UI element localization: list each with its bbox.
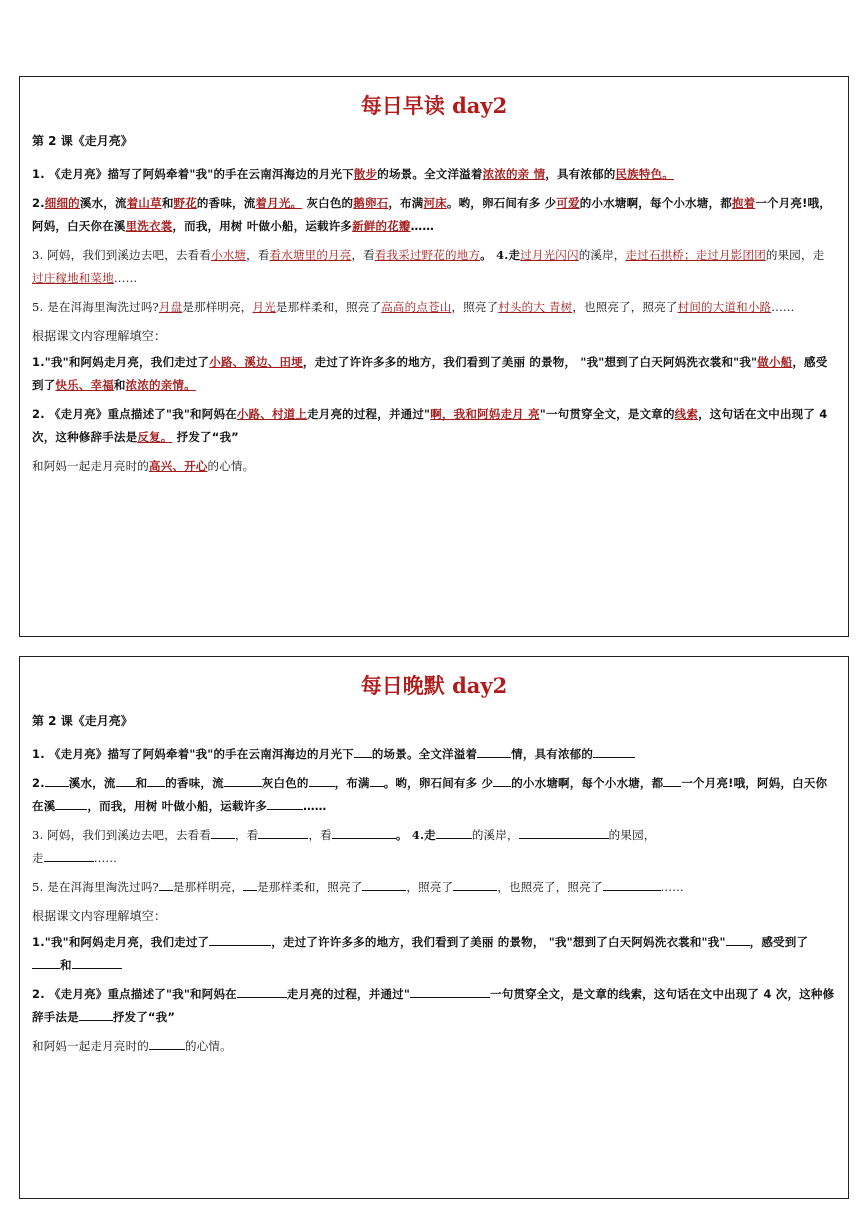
answer: 抱着 xyxy=(731,196,756,210)
answer: 高兴、开心 xyxy=(149,459,208,473)
answer: 做小船 xyxy=(757,355,793,369)
blank-line[interactable] xyxy=(410,984,490,998)
answer: 走过石拱桥；走过月影团团 xyxy=(625,248,766,262)
answer: 月盘 xyxy=(158,300,183,314)
evening-paragraph-1: 1. 《走月亮》描写了阿妈牵着"我"的手在云南洱海边的月光下 的场景。全文洋溢着 情，具有浓郁的 xyxy=(32,743,836,766)
blank-line[interactable] xyxy=(211,825,235,839)
answer: 村头的大 青树 xyxy=(498,300,573,314)
morning-paragraph-2: 2.细细的溪水，流着山草和野花的香味，流着月光。 灰白色的鹅卵石，布满河床。哟，卵石间有多 少可爱的小水塘啊，每个小水塘，都抱着一个月亮!哦，阿妈，白天你在溪里洗衣裳，而我，用树 叶做小船，运载许多新鲜的花瓣…… xyxy=(32,196,831,233)
blank-line[interactable] xyxy=(309,773,335,787)
blank-line[interactable] xyxy=(519,825,609,839)
blank-line[interactable] xyxy=(44,848,94,862)
answer: 啊，我和阿妈走月 亮 xyxy=(430,407,540,421)
answer: 鹅卵石 xyxy=(353,196,389,210)
answer: 里洗衣裳 xyxy=(125,219,173,233)
blank-line[interactable] xyxy=(362,877,406,891)
blank-line[interactable] xyxy=(267,796,303,810)
answer: 村间的大道和小路 xyxy=(677,300,772,314)
answer: 浓浓的亲情。 xyxy=(125,378,196,392)
blank-line[interactable] xyxy=(45,773,69,787)
evening-dictation-card xyxy=(19,656,849,1199)
morning-title: 每日早读 day2 xyxy=(360,93,508,118)
answer: 小路、溪边、田埂 xyxy=(209,355,303,369)
morning-reading-card xyxy=(19,76,849,637)
morning-section-heading: 根据课文内容理解填空： xyxy=(32,329,167,343)
blank-line[interactable] xyxy=(72,955,122,969)
answer: 快乐、幸福 xyxy=(55,378,114,392)
evening-lesson: 第 2 课《走月亮》 xyxy=(32,714,133,728)
blank-line[interactable] xyxy=(32,955,60,969)
blank-line[interactable] xyxy=(237,984,287,998)
blank-line[interactable] xyxy=(159,877,173,891)
answer: 散步 xyxy=(353,167,378,181)
answer: 高高的点苍山 xyxy=(381,300,452,314)
answer: 月光 xyxy=(252,300,276,314)
evening-question-3: 和阿妈一起走月亮时的 的心情。 xyxy=(32,1035,836,1058)
answer: 线索 xyxy=(674,407,699,421)
evening-title: 每日晚默 day2 xyxy=(360,673,508,698)
answer: 着山草 xyxy=(126,196,162,210)
blank-line[interactable] xyxy=(243,877,257,891)
answer: 看水塘里的月亮 xyxy=(269,248,352,262)
answer: 细细的 xyxy=(44,196,80,210)
blank-line[interactable] xyxy=(258,825,308,839)
blank-line[interactable] xyxy=(453,877,497,891)
morning-question-3: 和阿妈一起走月亮时的高兴、开心的心情。 xyxy=(32,459,255,473)
answer: 过庄稼地和菜地 xyxy=(32,271,114,285)
evening-question-1: 1."我"和阿妈走月亮，我们走过了 ，走过了许许多多的地方，我们看到了美丽 的景物， "我"想到了白天阿妈洗衣裳和"我" ，感受到了和 xyxy=(32,931,836,977)
blank-line[interactable] xyxy=(332,825,396,839)
evening-paragraph-3: 3. 阿妈，我们到溪边去吧，去看看 ，看 ，看 。 4.走 的溪岸， 的果园， 走 …… xyxy=(32,824,836,870)
evening-paragraph-4: 5. 是在洱海里淘洗过吗? 是那样明亮， 是那样柔和，照亮了 ，照亮了 ，也照亮了，照亮了 …… xyxy=(32,876,836,899)
blank-line[interactable] xyxy=(593,744,635,758)
blank-line[interactable] xyxy=(147,773,165,787)
morning-question-1: 1."我"和阿妈走月亮，我们走过了小路、溪边、田埂，走过了许许多多的地方，我们看到了美丽 的景物， "我"想到了白天阿妈洗衣裳和"我"做小船，感受到了快乐、幸福和浓浓的亲情。 xyxy=(32,355,828,392)
evening-paragraph-2: 2. 溪水，流 和 的香味，流 灰白色的 ，布满 。哟，卵石间有多 少 的小水塘啊，每个小水塘，都 一个月亮!哦，阿妈，白天你在溪 ，而我，用树 叶做小船，运载许多 …… xyxy=(32,772,836,818)
blank-line[interactable] xyxy=(370,773,384,787)
answer: 小水塘 xyxy=(211,248,247,262)
answer: 野花 xyxy=(173,196,197,210)
blank-line[interactable] xyxy=(477,744,511,758)
morning-lesson: 第 2 课《走月亮》 xyxy=(32,134,133,148)
blank-line[interactable] xyxy=(55,796,87,810)
answer: 小路、村道上 xyxy=(236,407,308,421)
evening-question-2: 2. 《走月亮》重点描述了"我"和阿妈在 走月亮的过程，并通过" 一句贯穿全文，是文章的线索，这句话在文中出现了 4 次，这种修辞手法是 抒发了“我” xyxy=(32,983,836,1029)
answer: 可爱 xyxy=(556,196,580,210)
answer: 新鲜的花瓣 xyxy=(352,219,411,233)
blank-line[interactable] xyxy=(493,773,511,787)
blank-line[interactable] xyxy=(354,744,372,758)
blank-line[interactable] xyxy=(603,877,661,891)
morning-paragraph-4: 5. 是在洱海里淘洗过吗?月盘是那样明亮，月光是那样柔和，照亮了高高的点苍山，照亮了村头的大 青树，也照亮了，照亮了村间的大道和小路…… xyxy=(32,300,795,314)
answer: 反复。 xyxy=(137,430,173,444)
blank-line[interactable] xyxy=(209,932,271,946)
answer: 看我采过野花的地方 xyxy=(374,248,481,262)
answer: 民族特色。 xyxy=(615,167,674,181)
blank-line[interactable] xyxy=(149,1036,185,1050)
blank-line[interactable] xyxy=(79,1007,113,1021)
blank-line[interactable] xyxy=(726,932,750,946)
blank-line[interactable] xyxy=(663,773,681,787)
answer: 河床 xyxy=(423,196,447,210)
blank-line[interactable] xyxy=(436,825,472,839)
evening-section-heading: 根据课文内容理解填空： xyxy=(32,909,167,923)
answer: 过月光闪闪 xyxy=(520,248,579,262)
answer: 浓浓的亲 情 xyxy=(482,167,546,181)
morning-question-2: 2. 《走月亮》重点描述了"我"和阿妈在小路、村道上走月亮的过程，并通过"啊，我和阿妈走月 亮"一句贯穿全文，是文章的线索，这句话在文中出现了 4 次，这种修辞手法是反复。 抒发了“我” xyxy=(32,407,828,444)
blank-line[interactable] xyxy=(116,773,136,787)
blank-line[interactable] xyxy=(224,773,262,787)
morning-paragraph-1: 1. 《走月亮》描写了阿妈牵着"我"的手在云南洱海边的月光下散步的场景。全文洋溢着浓浓的亲 情，具有浓郁的民族特色。 xyxy=(32,167,674,181)
morning-paragraph-3: 3. 阿妈，我们到溪边去吧，去看看小水塘，看看水塘里的月亮，看看我采过野花的地方。 4.走过月光闪闪的溪岸，走过石拱桥；走过月影团团的果园，走过庄稼地和菜地…… xyxy=(32,248,825,285)
answer: 着月光。 xyxy=(255,196,303,210)
